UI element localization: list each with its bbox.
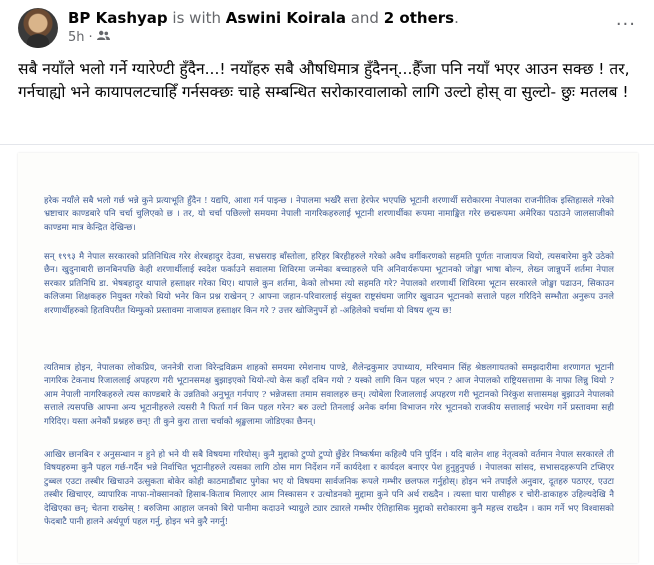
document-paragraph-4: आखिर छानबिन र अनुसन्धान न हुने हो भने यी सबै विषयमा गरियोस्। कुनै मुद्दाको टुप्पो टुप्पो छुँडेर निष्कर्षमा कहिल्यै पनि पुर्दिन । यदि बालेन शाह नेतृत्वको वर्तमान नेपाल सरकारले ती विषयहरुमा कुनै पहल गर्छ-गर्दैन भन्ने निर्वाचित भूटानीहरुले त्यसका लागि ठोस माग निर्देशन गर्ने कार्यदेशा र कार्यदल बनाएर पेश हुनुहुनुपर्छ । नेपालका सांसद, सभासदहरूपनि टप्सिएर टुब्बल एउटा तस्बीर खिचाउने उत्सुकता बोकेर कोही काठमाडौंबाट पुगेका भए यो विषयमा सार्वजनिक रूपले गम्भीर छलफल गर्नुहोस्। होइन भने तपाईंले अनुवार, दूतहरु पठाएर, एउटा तस्बीर खिचाएर, व्यापारिक नाफा-नोक्सानको हिसाब-किताब मिलाएर आम निस्कासन र उत्थोडनको मुद्दामा कुने पनि अर्थ राख्दैन । त्यस्ता घारा पासीहरु र चोरी-डाकाहरु उहिल्यदेखि नै देखिएका छन्; चेतना राख्नेस् ! बरुजिमा आहाल जनको बिरो पानीमा कदाउने भ्याग्रुले ट्यार ट्यारले गम्भीर ऐतिहासिक मुद्दाको सरोकारमा कुनै महत्त्व राख्दैन । काम गर्ने भए विश्वासको फेदबाटै पानी हालने अर्थपूर्ण पहल गर्नु, होइन भने कुरै नगर्नु! xyxy=(44,450,614,528)
others-link[interactable]: 2 others xyxy=(383,9,455,27)
friends-icon[interactable] xyxy=(97,30,110,45)
more-options-icon[interactable]: ··· xyxy=(615,14,636,35)
tagged-person-link[interactable]: Aswini Koirala xyxy=(225,9,346,27)
document-paragraph-1: हरेक नयाँले सबै भलो गर्छ भन्ने कुने प्रत्याभूति हुँदैन ! यद्यपि, आशा गर्न पाइन्छ । नेपालमा भर्खरै सत्ता हेरफेर भएपछि भूटानी शरणार्थी सरोकारमा नेपालका राजनीतिक इस्तिहासले गरेको भ्रष्टाचार काण्डबारे पनि चर्चा चुलिएको छ । तर, यो चर्चा पछिल्लो समयमा नेपाली नागरिकहरुलाई भूटानी शरणार्थीका रूपमा नामाङ्कित गरेर छद्मरूपमा अमेरिका पठाउने जालसाजीको काण्डमा मात्र केन्द्रित देखिन्छ। xyxy=(44,196,614,233)
post-caption: सबै नयाँले भलो गर्ने ग्यारेण्टी हुँदैन...! नयाँहरु सबै औषधिमात्र हुँदैनन्...हैँजा पनि नयाँ भएर आउन सक्छ ! तर, गर्नचाह्यो भने कायापलटचाहिँ गर्नसक्छः चाहे सम्बन्धित सरोकारवालाको लागि उल्टो होस् वा सुल्टो- छुः मतलब ! xyxy=(18,60,630,101)
document-page xyxy=(18,153,638,563)
and-text: and xyxy=(350,9,379,27)
period: . xyxy=(454,9,459,27)
post-meta xyxy=(68,30,110,45)
document-paragraph-2: सन् १९९३ मै नेपाल सरकारको प्रतिनिधित्व गरेर शेरबहादुर देउवा, सभ्रसराइ बाँस्तोला, हरिहर बिरहीहरुले गरेको अवैध वर्गीकरणको सहमति पूर्णतः नाजायज थियो, त्यसबारेमा कुरै उठेको छैन। खुदुनाबारी छानबिनपछि केही शरणार्थीलाई स्वदेश फर्काउने सवालमा शिविरमा जन्मेका बच्चाहरुले पनि अनिवार्यरूपमा भूटानको जोङ्खा भाषा बोल्न, लेख्न जान्नुपर्ने शर्तमा नेपाल सरकार प्रतिनिधि डा. भेषबहादुर थापाले हस्ताक्षर गरेका थिए। थापाले कुन शर्तमा, केको लोभमा त्यो सहमति गरे? नेपालको शरणार्थी शिविरमा भूटान सरकारले जोङ्खा पढाउन, सिकाउन कलिजमा शिक्षकहरु नियुक्त गरेको थियो भनेर किन प्रश्न राखेनन् ? आफ्ना जहान-परिवारलाई संयुक्त राष्ट्रसंघमा जागिर खुवाउन भूटानको सत्ताले पहल गरिदिने सम्भौता अनुरूप उनले शरणार्थीहरुको हितविपरीत थिम्फुको प्रस्तावमा नाजायज हस्ताक्षर किन गरे ? उत्तर खोजिनुपर्ने हो -अहिलेको चर्चामा यो विषय शून्य छ! xyxy=(44,252,614,316)
author-line xyxy=(68,9,459,27)
document-paragraph-3: त्यतिमात्र होइन, नेपालका लोकप्रिय, जननेत्री राजा विरेन्द्रविक्रम शाहको समयमा रमेशनाथ पाण्डे, शैलेन्द्रकुमार उपाध्याय, मरिचमान सिंह श्रेष्ठलगायतको समझदारीमा शरणागत भूटानी नागरिक टेकनाथ रिजाललाई अपहरण गरी भूटानसमक्ष बुझाइएको थियो-त्यो केस कहाँ दबिन गयो ? यस्को लागि किन पहल भएन ? आज नेपालको राष्ट्रियसत्तामा के नाफा लिन्नु थियो ? आम नेपाली नागरिकहरुले त्यस काण्डबारे के उन्नतिको अनुभूत गर्नपाए ? भन्नेजस्ता तमाम सवालहरु छन्। त्योबेला रिजाललाई अपहरण गरी भूटानको निरंकुश सत्तासमक्ष बुझाउने नेपालको सत्ताले त्यसपछि आफ्ना अन्य भूटानीहरुले त्यसरी नै फिर्ता गर्न किन पहल गरेन? बरु उल्टो तिनलाई अनेक वर्गमा विभाजन गरेर भूटानको राजकीय सत्तालाई भरथेग गर्ने प्रस्तावमा सही गरिदिए। यस्ता अनेकौं प्रश्नहरु छन्! ती कुने कुरा तात्ता चर्चाको श्रृङ्खलामा जोडिएका छैनन्। xyxy=(44,363,614,427)
post-timestamp[interactable]: 5h xyxy=(68,30,85,45)
meta-separator: · xyxy=(88,30,93,45)
post-header xyxy=(18,8,644,48)
author-name[interactable]: BP Kashyap xyxy=(68,9,168,27)
author-avatar[interactable] xyxy=(18,8,58,48)
post-image[interactable] xyxy=(0,144,654,565)
with-text: is with xyxy=(172,9,221,27)
